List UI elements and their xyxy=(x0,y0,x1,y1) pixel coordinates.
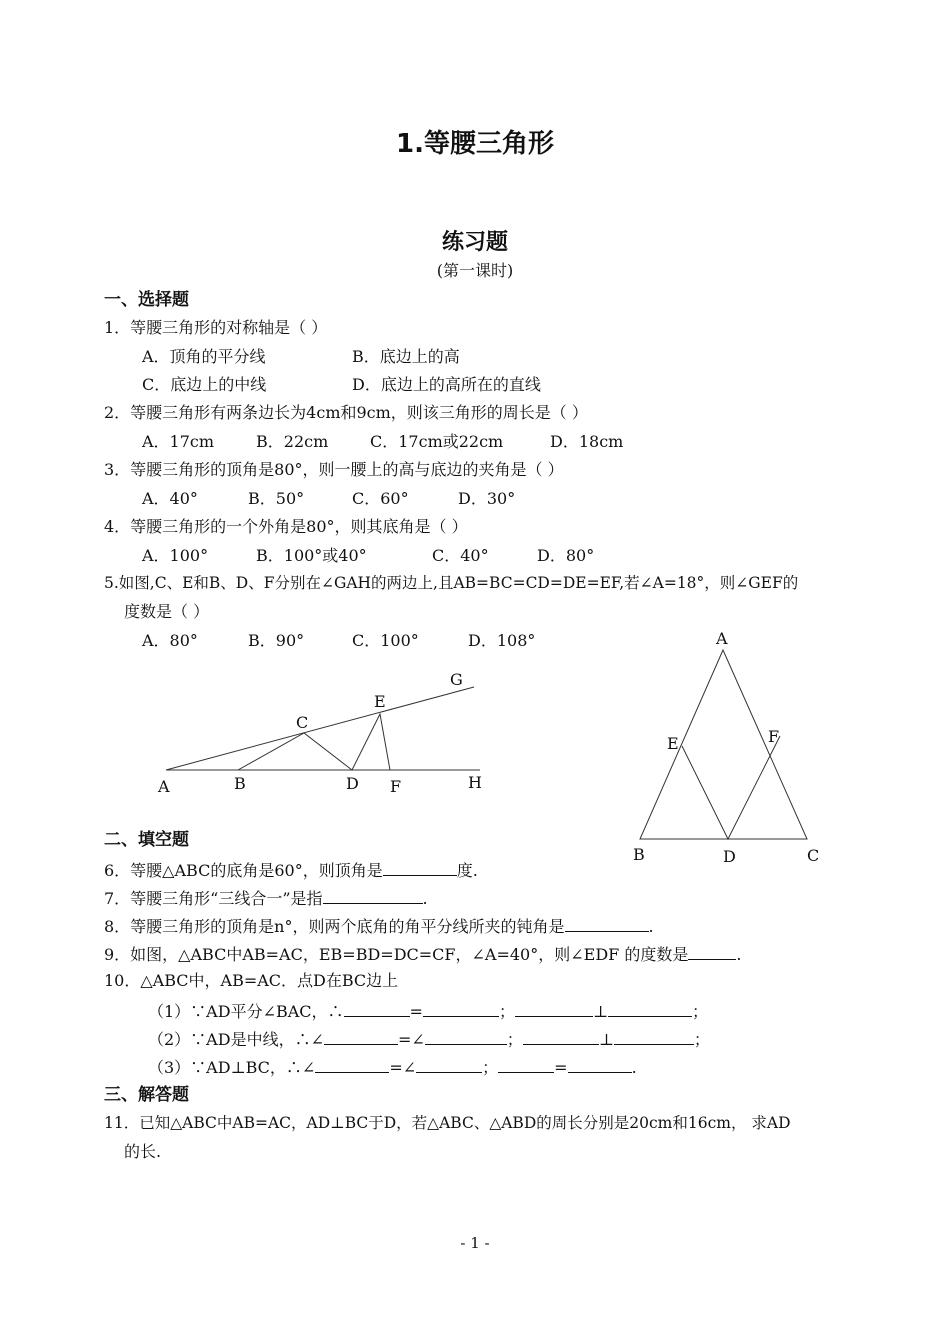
point-label-b: B xyxy=(633,845,645,864)
point-label-e: E xyxy=(374,692,386,711)
angle-equals-sign: =∠ xyxy=(389,1058,417,1077)
point-label-c: C xyxy=(296,713,309,732)
question-5-stem: 5.如图,C、E和B、D、F分别在∠GAH的两边上,且AB=BC=CD=DE=EF,若∠A=18°，则∠GEF的 xyxy=(104,574,799,592)
ray-ag xyxy=(166,687,474,770)
separator: ； xyxy=(506,1030,523,1049)
question-8 xyxy=(104,917,654,935)
answer-blank[interactable] xyxy=(515,1002,593,1017)
question-4-option-a: A．100° xyxy=(142,546,209,565)
point-label-c: C xyxy=(807,846,820,865)
perpendicular-sign: ⊥ xyxy=(592,1002,608,1021)
question-3-option-c: C．60° xyxy=(352,489,409,508)
answer-blank[interactable] xyxy=(688,945,736,960)
equals-sign: = xyxy=(409,1002,423,1021)
answer-blank[interactable] xyxy=(565,917,649,932)
part-3-text: （3）∵AD⊥BC，∴∠ xyxy=(148,1058,316,1077)
question-10-part-3 xyxy=(148,1058,637,1076)
question-4-stem: 4．等腰三角形的一个外角是80°，则其底角是（ ） xyxy=(104,517,468,536)
question-2-option-a: A．17cm xyxy=(142,432,215,451)
answer-blank[interactable] xyxy=(568,1058,632,1073)
line-end: ； xyxy=(692,1002,709,1021)
document-title: 1.等腰三角形 xyxy=(396,129,554,159)
question-5-stem-cont: 度数是（ ） xyxy=(124,602,210,621)
answer-blank[interactable] xyxy=(323,889,423,904)
point-label-b: B xyxy=(234,774,246,793)
answer-blank[interactable] xyxy=(523,1030,599,1045)
answer-blank[interactable] xyxy=(608,1002,692,1017)
question-1-option-c: C．底边上的中线 xyxy=(142,375,267,394)
question-6-suffix: 度. xyxy=(456,861,478,880)
point-label-g: G xyxy=(450,670,463,689)
point-label-f: F xyxy=(768,727,780,746)
figure-angle-gah xyxy=(150,665,490,800)
perpendicular-sign: ⊥ xyxy=(598,1030,614,1049)
question-2-option-d: D．18cm xyxy=(550,432,624,451)
figure-triangle-abc xyxy=(625,622,835,872)
question-4-option-c: C．40° xyxy=(432,546,489,565)
question-2-option-b: B．22cm xyxy=(256,432,329,451)
question-5-option-d: D．108° xyxy=(468,631,536,650)
question-9-text: 9．如图，△ABC中AB=AC，EB=BD=DC=CF，∠A=40°，则∠EDF 的度数是 xyxy=(104,945,689,964)
question-3-option-d: D．30° xyxy=(458,489,516,508)
point-label-a: A xyxy=(716,629,728,648)
part-2-text: （2）∵AD是中线，∴∠ xyxy=(148,1030,324,1049)
question-8-text: 8．等腰三角形的顶角是n°，则两个底角的角平分线所夹的钝角是 xyxy=(104,917,565,936)
answer-blank[interactable] xyxy=(344,1002,410,1017)
point-label-a: A xyxy=(158,777,170,796)
question-10-part-1 xyxy=(148,1002,708,1020)
point-label-e: E xyxy=(667,734,679,753)
separator: ； xyxy=(498,1002,515,1021)
question-1-option-b: B．底边上的高 xyxy=(352,347,460,366)
line-end: ； xyxy=(693,1030,710,1049)
question-5-option-c: C．100° xyxy=(352,631,419,650)
question-7-suffix: . xyxy=(422,889,428,908)
line-end: . xyxy=(631,1058,637,1077)
question-9 xyxy=(104,945,741,963)
answer-blank[interactable] xyxy=(423,1002,499,1017)
question-1-option-a: A．顶角的平分线 xyxy=(142,347,266,366)
point-label-d: D xyxy=(723,847,736,866)
section-heading-choice: 一、选择题 xyxy=(104,290,189,310)
question-10-part-2 xyxy=(148,1030,710,1048)
triangle-abc-edges xyxy=(640,650,807,839)
question-2-option-c: C．17cm或22cm xyxy=(370,432,504,451)
question-5-option-b: B．90° xyxy=(248,631,305,650)
question-5-option-a: A．80° xyxy=(142,631,198,650)
answer-blank[interactable] xyxy=(425,1030,507,1045)
point-label-f: F xyxy=(390,777,402,796)
section-heading-solve: 三、解答题 xyxy=(104,1085,189,1105)
question-6 xyxy=(104,861,478,879)
question-4-option-b: B．100°或40° xyxy=(256,546,367,565)
question-3-option-a: A．40° xyxy=(142,489,198,508)
point-label-h: H xyxy=(468,773,482,792)
question-6-text: 6．等腰△ABC的底角是60°，则顶角是 xyxy=(104,861,383,880)
question-7 xyxy=(104,889,428,907)
question-7-text: 7．等腰三角形“三线合一”是指 xyxy=(104,889,323,908)
question-8-suffix: . xyxy=(648,917,654,936)
page-number: - 1 - xyxy=(460,1234,490,1252)
question-11-stem: 11．已知△ABC中AB=AC，AD⊥BC于D，若△ABC、△ABD的周长分别是20cm和16cm， 求AD xyxy=(104,1114,791,1132)
angle-equals-sign: =∠ xyxy=(397,1030,425,1049)
equals-sign: = xyxy=(554,1058,568,1077)
question-9-suffix: . xyxy=(736,945,742,964)
point-label-d: D xyxy=(346,774,359,793)
part-1-text: （1）∵AD平分∠BAC，∴ xyxy=(148,1002,344,1021)
answer-blank[interactable] xyxy=(614,1030,694,1045)
question-10-stem: 10．△ABC中，AB=AC．点D在BC边上 xyxy=(104,971,399,990)
segments-ed-df xyxy=(682,736,780,839)
question-3-option-b: B．50° xyxy=(248,489,305,508)
answer-blank[interactable] xyxy=(324,1030,398,1045)
answer-blank[interactable] xyxy=(383,861,457,876)
answer-blank[interactable] xyxy=(498,1058,554,1073)
question-11-stem-cont: 的长. xyxy=(124,1142,162,1161)
section-heading-fill: 二、填空题 xyxy=(104,830,189,850)
separator: ； xyxy=(482,1058,499,1077)
zigzag-segments xyxy=(238,714,390,770)
question-3-stem: 3．等腰三角形的顶角是80°，则一腰上的高与底边的夹角是（ ） xyxy=(104,460,564,479)
question-4-option-d: D．80° xyxy=(537,546,595,565)
question-1-stem: 1．等腰三角形的对称轴是（ ） xyxy=(104,318,328,337)
answer-blank[interactable] xyxy=(315,1058,389,1073)
sheet-subtitle: (第一课时) xyxy=(436,261,514,280)
question-2-stem: 2．等腰三角形有两条边长为4cm和9cm，则该三角形的周长是（ ） xyxy=(104,403,588,422)
question-1-option-d: D．底边上的高所在的直线 xyxy=(352,375,541,394)
sheet-title: 练习题 xyxy=(441,230,508,255)
answer-blank[interactable] xyxy=(416,1058,482,1073)
